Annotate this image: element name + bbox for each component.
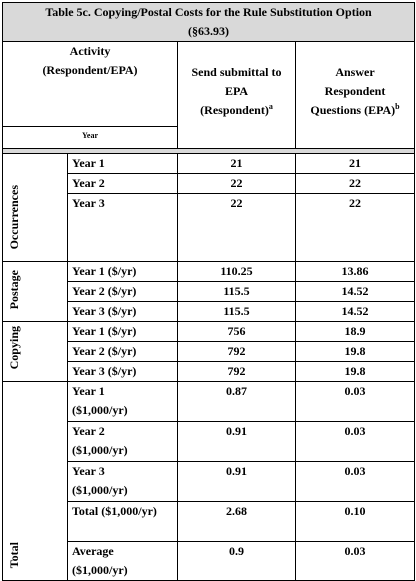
footnote-marker-b: b bbox=[395, 102, 400, 111]
row-label-line1: Average bbox=[72, 544, 114, 558]
activity-header bbox=[3, 42, 178, 127]
cell-value: 0.91 bbox=[178, 422, 296, 462]
row-label bbox=[68, 382, 178, 422]
table-title-line1: Table 5c. Copying/Postal Costs for the Rule Substitution Option bbox=[45, 5, 372, 19]
row-label-line2: ($1,000/yr) bbox=[72, 403, 128, 417]
row-label bbox=[68, 462, 178, 502]
row-label: Year 3 bbox=[68, 194, 178, 262]
row-label bbox=[68, 422, 178, 462]
cell-value: 22 bbox=[178, 194, 296, 262]
cell-value: 18.9 bbox=[296, 322, 415, 342]
cell-value: 0.03 bbox=[296, 462, 415, 502]
footnote-marker-a: a bbox=[268, 102, 273, 111]
row-label-line1: Year 2 bbox=[72, 424, 105, 438]
cell-value: 110.25 bbox=[178, 262, 296, 282]
row-label-line1: Year 3 bbox=[72, 464, 105, 478]
column-header-epa bbox=[296, 42, 415, 149]
total-value: 0.10 bbox=[296, 502, 415, 542]
row-label: Year 1 ($/yr) bbox=[68, 322, 178, 342]
col1-line3: (Respondent) bbox=[200, 103, 269, 117]
row-label-line2: ($1,000/yr) bbox=[72, 443, 128, 457]
group-label-total bbox=[3, 382, 68, 581]
col1-line1: Send submittal to bbox=[191, 65, 282, 79]
activity-header-line2: (Respondent/EPA) bbox=[42, 63, 138, 77]
group-label-copying bbox=[3, 322, 68, 382]
column-header-respondent bbox=[178, 42, 296, 149]
total-row-label: Total ($1,000/yr) bbox=[68, 502, 178, 542]
year-subheader: Year bbox=[3, 127, 178, 149]
copying-label-text: Copying bbox=[7, 325, 21, 369]
cell-value: 0.87 bbox=[178, 382, 296, 422]
average-value: 0.03 bbox=[296, 542, 415, 581]
cost-table bbox=[2, 2, 415, 581]
cell-value: 21 bbox=[296, 154, 415, 174]
total-value: 2.68 bbox=[178, 502, 296, 542]
row-label-line2: ($1,000/yr) bbox=[72, 563, 128, 577]
cell-value: 115.5 bbox=[178, 302, 296, 322]
cell-value: 19.8 bbox=[296, 342, 415, 362]
cell-value: 792 bbox=[178, 342, 296, 362]
col2-line2: Respondent bbox=[324, 84, 386, 98]
cell-value: 14.52 bbox=[296, 302, 415, 322]
group-label-postage bbox=[3, 262, 68, 322]
cell-value: 756 bbox=[178, 322, 296, 342]
cell-value: 14.52 bbox=[296, 282, 415, 302]
average-value: 0.9 bbox=[178, 542, 296, 581]
col2-line3: Questions (EPA) bbox=[310, 103, 396, 117]
cell-value: 19.8 bbox=[296, 362, 415, 382]
table-title-line2: (§63.93) bbox=[188, 24, 229, 38]
cell-value: 21 bbox=[178, 154, 296, 174]
group-label-occurrences bbox=[3, 154, 68, 262]
cell-value: 22 bbox=[178, 174, 296, 194]
row-label-line2: ($1,000/yr) bbox=[72, 483, 128, 497]
cell-value: 0.03 bbox=[296, 422, 415, 462]
row-label: Year 1 bbox=[68, 154, 178, 174]
cell-value: 22 bbox=[296, 174, 415, 194]
cell-value: 0.91 bbox=[178, 462, 296, 502]
row-label-line1: Year 1 bbox=[72, 384, 105, 398]
row-label: Year 1 ($/yr) bbox=[68, 262, 178, 282]
row-label: Year 2 bbox=[68, 174, 178, 194]
row-label: Year 3 ($/yr) bbox=[68, 362, 178, 382]
cell-value: 13.86 bbox=[296, 262, 415, 282]
cell-value: 0.03 bbox=[296, 382, 415, 422]
row-label: Year 3 ($/yr) bbox=[68, 302, 178, 322]
cell-value: 22 bbox=[296, 194, 415, 262]
row-label: Year 2 ($/yr) bbox=[68, 342, 178, 362]
postage-label-text: Postage bbox=[7, 269, 21, 309]
col1-line2: EPA bbox=[224, 84, 249, 98]
occurrences-label-text: Occurrences bbox=[7, 184, 21, 249]
table-title bbox=[3, 3, 415, 42]
cell-value: 792 bbox=[178, 362, 296, 382]
average-row-label bbox=[68, 542, 178, 581]
col2-line1: Answer bbox=[335, 65, 375, 79]
row-label: Year 2 ($/yr) bbox=[68, 282, 178, 302]
cell-value: 115.5 bbox=[178, 282, 296, 302]
activity-header-line1: Activity bbox=[69, 44, 111, 58]
total-label-text: Total bbox=[7, 541, 21, 568]
